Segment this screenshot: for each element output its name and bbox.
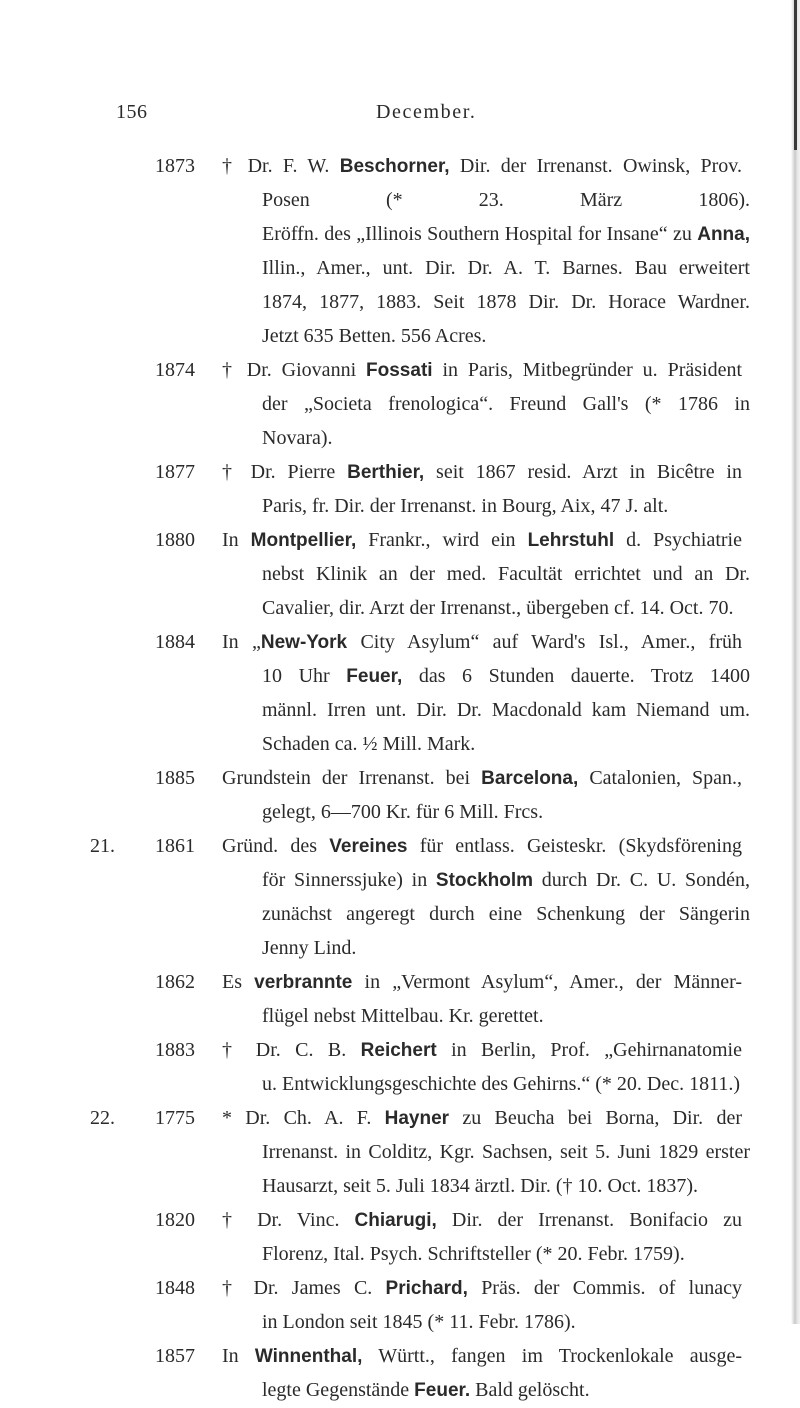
entry-continuation-line	[0, 217, 800, 251]
text-run: in London seit 1845 (* 11. Febr. 1786).	[262, 1311, 576, 1333]
text-run: Jetzt 635 Betten. 556 Acres.	[262, 325, 487, 347]
entry-year: 1862	[155, 971, 195, 993]
entry-text	[262, 251, 750, 285]
keyword-bold: Chiarugi,	[354, 1210, 437, 1231]
entry-text	[222, 829, 742, 864]
keyword-bold: Hayner	[384, 1108, 450, 1129]
entry-text	[262, 285, 750, 319]
keyword-bold: Barcelona,	[481, 768, 579, 789]
entry-text	[262, 999, 750, 1033]
entry-text	[222, 761, 742, 796]
entry	[0, 829, 800, 965]
entry-continuation-line	[0, 795, 800, 829]
keyword-bold: Feuer,	[346, 666, 403, 687]
text-run: City Asylum“ auf Ward's Isl., Amer., früh	[347, 631, 742, 653]
entry-continuation-line	[0, 1237, 800, 1271]
keyword-bold: Berthier,	[347, 462, 425, 483]
entry-text	[262, 931, 750, 965]
entry-continuation-line	[0, 1135, 800, 1169]
text-run: Gründ. des	[222, 835, 330, 857]
text-run: Catalonien, Span.,	[578, 767, 742, 789]
entry	[0, 455, 800, 523]
entry	[0, 761, 800, 829]
entry-continuation-line	[0, 1305, 800, 1339]
entry-first-line	[0, 455, 800, 489]
entry-continuation-line	[0, 659, 800, 693]
entry-text	[262, 1135, 750, 1169]
entry	[0, 625, 800, 761]
text-run: Paris, fr. Dir. der Irrenanst. in Bourg, Aix, 47 J. alt.	[262, 495, 669, 517]
keyword-bold: Feuer.	[414, 1380, 471, 1401]
entry-text	[222, 625, 742, 660]
entry-text	[262, 1373, 750, 1408]
text-run: † Dr. Vinc.	[222, 1209, 355, 1231]
text-run: d. Psychiatrie	[614, 529, 742, 551]
entry-continuation-line	[0, 319, 800, 353]
entry-continuation-line	[0, 251, 800, 285]
text-run: zunächst angeregt durch eine Schenkung der Sängerin	[262, 903, 750, 925]
text-run: In	[222, 1345, 255, 1367]
text-run: der „Societa frenologica“. Freund Gall's (* 1786 in	[262, 393, 750, 415]
entry-year: 1874	[155, 359, 195, 381]
entry-text	[222, 523, 742, 558]
entry-year: 1883	[155, 1039, 195, 1061]
keyword-bold: Prichard,	[385, 1278, 468, 1299]
entry-continuation-line	[0, 999, 800, 1033]
entry-text	[262, 897, 750, 931]
entry	[0, 1271, 800, 1339]
text-run: † Dr. C. B.	[222, 1039, 361, 1061]
entry-text	[222, 1271, 742, 1306]
text-run: in „Vermont Asylum“, Amer., der Männer-	[352, 971, 743, 993]
entry-text	[222, 1339, 742, 1374]
text-run: † Dr. James C.	[222, 1277, 386, 1299]
entry-text	[222, 149, 742, 184]
page-header	[0, 101, 800, 133]
entry-text	[262, 693, 750, 727]
entry-continuation-line	[0, 863, 800, 897]
text-run: Präs. der Commis. of lunacy	[467, 1277, 742, 1299]
entry-continuation-line	[0, 591, 800, 625]
entry-text	[262, 795, 750, 829]
text-run: Jenny Lind.	[262, 937, 357, 959]
text-run: u. Entwicklungsgeschichte des Gehirns.“ (* 20. Dec. 1811.)	[262, 1073, 741, 1095]
entries-list	[0, 149, 800, 1407]
text-run: das 6 Stunden dauerte. Trotz 1400	[402, 665, 751, 687]
running-head: December.	[376, 101, 477, 123]
text-run: in Berlin, Prof. „Gehirnanatomie	[436, 1039, 742, 1061]
entry-continuation-line	[0, 1067, 800, 1101]
keyword-bold: verbrannte	[254, 972, 353, 993]
entry-continuation-line	[0, 897, 800, 931]
entry	[0, 523, 800, 625]
entry-text	[262, 1067, 750, 1101]
entry-first-line	[0, 1203, 800, 1237]
entry-text	[262, 319, 750, 353]
entry-first-line	[0, 149, 800, 183]
text-run: † Dr. Giovanni	[222, 359, 367, 381]
entry	[0, 353, 800, 455]
entry-continuation-line	[0, 183, 800, 217]
text-run: männl. Irren unt. Dir. Dr. Macdonald kam Niemand um.	[262, 699, 750, 721]
keyword-bold: New-York	[260, 632, 348, 653]
text-run: In „	[222, 631, 261, 653]
entry-first-line	[0, 625, 800, 659]
entry-year: 1884	[155, 631, 195, 653]
entry-year: 1877	[155, 461, 195, 483]
text-run: † Dr. Pierre	[222, 461, 348, 483]
entry-year: 1848	[155, 1277, 195, 1299]
entry-year: 1861	[155, 835, 195, 857]
text-run: Novara).	[262, 427, 333, 449]
text-run: † Dr. F. W.	[222, 155, 340, 177]
text-run: Grundstein der Irrenanst. bei	[222, 767, 482, 789]
text-run: zu Beucha bei Borna, Dir. der	[449, 1107, 742, 1129]
entry-year: 1885	[155, 767, 195, 789]
entry-text	[222, 455, 742, 490]
keyword-bold: Winnenthal,	[254, 1346, 363, 1367]
keyword-bold: Fossati	[366, 360, 433, 381]
entry-continuation-line	[0, 421, 800, 455]
text-run: 10 Uhr	[262, 665, 347, 687]
keyword-bold: Reichert	[360, 1040, 437, 1061]
entry-continuation-line	[0, 557, 800, 591]
text-run: seit 1867 resid. Arzt in Bicêtre in	[424, 461, 742, 483]
entry-continuation-line	[0, 1373, 800, 1407]
entry-first-line	[0, 1033, 800, 1067]
entry-year: 1880	[155, 529, 195, 551]
entry-day: 21.	[90, 835, 115, 857]
text-run: für entlass. Geisteskr. (Skydsförening	[407, 835, 742, 857]
entry-day: 22.	[90, 1107, 115, 1129]
entry-first-line	[0, 1339, 800, 1373]
keyword-bold: Anna,	[697, 224, 750, 245]
entry-first-line	[0, 523, 800, 557]
entry-text	[262, 1169, 750, 1203]
entry-first-line	[0, 353, 800, 387]
text-run: flügel nebst Mittelbau. Kr. gerettet.	[262, 1005, 544, 1027]
entry-text	[262, 421, 750, 455]
text-run: Dir. der Irrenanst. Owinsk, Prov.	[449, 155, 742, 177]
text-run: Frankr., wird ein	[356, 529, 528, 551]
entry-text	[222, 1033, 742, 1068]
text-run: * Dr. Ch. A. F.	[222, 1107, 385, 1129]
entry-text	[262, 1237, 750, 1271]
entry	[0, 1101, 800, 1203]
entry-text	[222, 1101, 742, 1136]
entry-year: 1820	[155, 1209, 195, 1231]
text-run: Schaden ca. ½ Mill. Mark.	[262, 733, 476, 755]
text-run: Es	[222, 971, 255, 993]
text-run: Cavalier, dir. Arzt der Irrenanst., übergeben cf. 14. Oct. 70.	[262, 597, 734, 619]
entry-text	[222, 1203, 742, 1238]
entry-year: 1857	[155, 1345, 195, 1367]
text-run: Eröffn. des „Illinois Southern Hospital for Insane“ zu	[262, 223, 698, 245]
entry-first-line	[0, 965, 800, 999]
text-run: Illin., Amer., unt. Dir. Dr. A. T. Barnes. Bau erweitert	[262, 257, 750, 279]
entry	[0, 149, 800, 353]
entry-text	[262, 863, 750, 898]
text-run: Hausarzt, seit 5. Juli 1834 ärztl. Dir. († 10. Oct. 1837).	[262, 1175, 699, 1197]
entry-continuation-line	[0, 489, 800, 523]
entry-text	[262, 591, 750, 625]
entry	[0, 1339, 800, 1407]
entry-text	[262, 557, 750, 591]
text-run: 1874, 1877, 1883. Seit 1878 Dir. Dr. Horace Wardner.	[262, 291, 750, 313]
text-run: för Sinnerssjuke) in	[262, 869, 436, 891]
entry-text	[262, 727, 750, 761]
text-run: gelegt, 6—700 Kr. für 6 Mill. Frcs.	[262, 801, 544, 823]
entry	[0, 1203, 800, 1271]
entry-text	[262, 217, 750, 252]
entry-text	[222, 965, 742, 1000]
entry-year: 1873	[155, 155, 195, 177]
entry-text	[262, 659, 750, 694]
keyword-bold: Lehrstuhl	[527, 530, 615, 551]
keyword-bold: Montpellier,	[250, 530, 357, 551]
entry-text	[262, 1305, 750, 1339]
text-run: durch Dr. C. U. Sondén,	[533, 869, 750, 891]
text-run: In	[222, 529, 251, 551]
entry-text	[262, 387, 750, 421]
entry-continuation-line	[0, 285, 800, 319]
entry-text	[262, 489, 750, 523]
entry	[0, 965, 800, 1033]
entry-first-line	[0, 1271, 800, 1305]
text-run: in Paris, Mitbegründer u. Präsident	[432, 359, 743, 381]
text-run: Württ., fangen im Trockenlokale ausge-	[362, 1345, 742, 1367]
entry-continuation-line	[0, 1169, 800, 1203]
text-run: nebst Klinik an der med. Facultät errichtet und an Dr.	[262, 563, 750, 585]
entry-first-line	[0, 1101, 800, 1135]
entry-text	[262, 183, 750, 217]
entry-continuation-line	[0, 727, 800, 761]
entry	[0, 1033, 800, 1101]
entry-first-line	[0, 761, 800, 795]
entry-continuation-line	[0, 387, 800, 421]
keyword-bold: Vereines	[329, 836, 408, 857]
text-run: Bald gelöscht.	[470, 1379, 590, 1401]
entry-continuation-line	[0, 693, 800, 727]
entry-text	[222, 353, 742, 388]
text-run: Dir. der Irrenanst. Bonifacio zu	[436, 1209, 742, 1231]
keyword-bold: Beschorner,	[339, 156, 450, 177]
text-run: Florenz, Ital. Psych. Schriftsteller (* 20. Febr. 1759).	[262, 1243, 685, 1265]
entry-first-line	[0, 829, 800, 863]
entry-continuation-line	[0, 931, 800, 965]
keyword-bold: Stockholm	[435, 870, 534, 891]
text-run: Posen (* 23. März 1806).	[262, 189, 750, 211]
text-run: Irrenanst. in Colditz, Kgr. Sachsen, seit 5. Juni 1829 erster	[262, 1141, 750, 1163]
entry-year: 1775	[155, 1107, 195, 1129]
page-number: 156	[116, 101, 148, 123]
text-run: legte Gegenstände	[262, 1379, 415, 1401]
